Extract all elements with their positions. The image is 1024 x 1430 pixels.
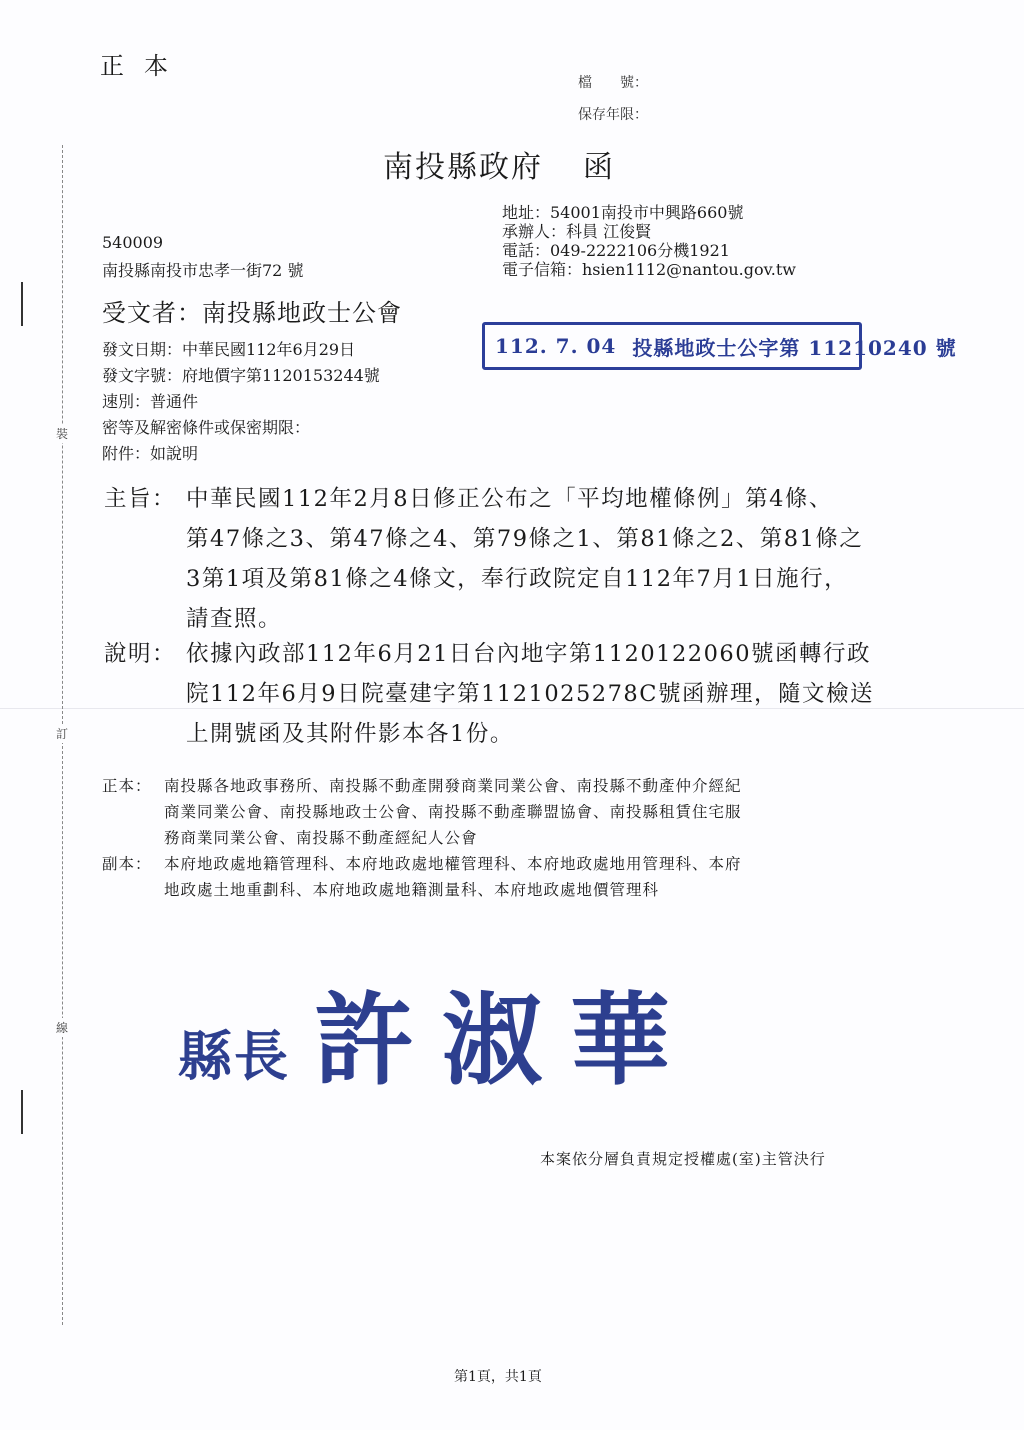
issue-date: 發文日期：中華民國112年6月29日 xyxy=(102,340,356,359)
main-recipients xyxy=(102,773,742,851)
cc-recipients-label: 副本： xyxy=(102,855,152,873)
subject-line: 第47條之3、第47條之4、第79條之1、第81條之2、第81條之 xyxy=(186,526,864,552)
recipient-zip: 540009 xyxy=(102,233,164,252)
page-number: 第1頁，共1頁 xyxy=(454,1369,542,1385)
addressee: 受文者：南投縣地政士公會 xyxy=(102,299,402,327)
binding-mark-ding: 訂 xyxy=(56,724,68,743)
authorization-note: 本案依分層負責規定授權處(室)主管決行 xyxy=(540,1150,826,1168)
binding-mark-xian: 線 xyxy=(56,1018,68,1037)
cc-recipients xyxy=(102,851,742,903)
agency-name: 南投縣政府 xyxy=(383,150,543,185)
margin-tick xyxy=(21,1090,23,1134)
contact-address: 地址：54001南投市中興路660號 xyxy=(502,203,744,222)
issue-number: 發文字號：府地價字第1120153244號 xyxy=(102,366,380,385)
signature-title: 縣長 xyxy=(178,1024,290,1088)
subject-line: 中華民國112年2月8日修正公布之「平均地權條例」第4條、 xyxy=(186,486,833,512)
explanation-label: 說明： xyxy=(104,641,177,667)
document-type: 函 xyxy=(583,150,615,185)
binding-mark-zhuang: 裝 xyxy=(56,424,68,443)
subject-line: 3第1項及第81條之4條文，奉行政院定自112年7月1日施行， xyxy=(186,566,849,592)
main-recipients-line: 務商業同業公會、南投縣不動產經紀人公會 xyxy=(164,829,478,847)
retention-label: 保存年限： xyxy=(578,107,648,123)
main-recipients-line: 南投縣各地政事務所、南投縣不動產開發商業同業公會、南投縣不動產仲介經紀 xyxy=(164,777,742,795)
stamp-text: 投縣地政士公字第 11210240 號 xyxy=(632,335,957,360)
stamp-date: 112. 7. 04 xyxy=(495,334,617,358)
copy-type-label: 正本 xyxy=(100,52,188,80)
attachment: 附件：如說明 xyxy=(102,444,199,463)
subject-label: 主旨： xyxy=(104,486,177,512)
contact-block xyxy=(502,203,796,279)
explanation-line: 依據內政部112年6月21日台內地字第1120122060號函轉行政 xyxy=(186,641,872,667)
document-title xyxy=(383,142,615,186)
cc-recipients-line: 本府地政處地籍管理科、本府地政處地權管理科、本府地政處地用管理科、本府 xyxy=(164,855,742,873)
explanation-section xyxy=(104,634,874,754)
main-recipients-line: 商業同業公會、南投縣地政士公會、南投縣不動產聯盟協會、南投縣租賃住宅服 xyxy=(164,803,742,821)
speed-class: 速別：普通件 xyxy=(102,392,199,411)
explanation-line: 院112年6月9日院臺建字第1121025278C號函辦理，隨文檢送 xyxy=(186,681,874,707)
margin-tick xyxy=(21,282,23,326)
secrecy-level: 密等及解密條件或保密期限： xyxy=(102,418,311,437)
document-meta xyxy=(102,337,380,467)
contact-phone: 電話：049-2222106分機1921 xyxy=(502,241,730,260)
contact-email: 電子信箱：hsien1112@nantou.gov.tw xyxy=(502,260,796,279)
contact-handler: 承辦人：科員 江俊賢 xyxy=(502,222,652,241)
main-recipients-label: 正本： xyxy=(102,777,152,795)
magistrate-signature xyxy=(178,960,698,1104)
subject-section xyxy=(104,479,863,639)
signature-name: 許淑華 xyxy=(314,981,698,1099)
file-number-label: 檔 號： xyxy=(578,75,648,91)
received-stamp xyxy=(482,322,957,370)
subject-line: 請查照。 xyxy=(186,606,283,632)
recipient-street: 南投縣南投市忠孝一街72 號 xyxy=(102,261,304,280)
cc-recipients-line: 地政處土地重劃科、本府地政處地籍測量科、本府地政處地價管理科 xyxy=(164,881,660,899)
explanation-line: 上開號函及其附件影本各1份。 xyxy=(186,721,514,747)
